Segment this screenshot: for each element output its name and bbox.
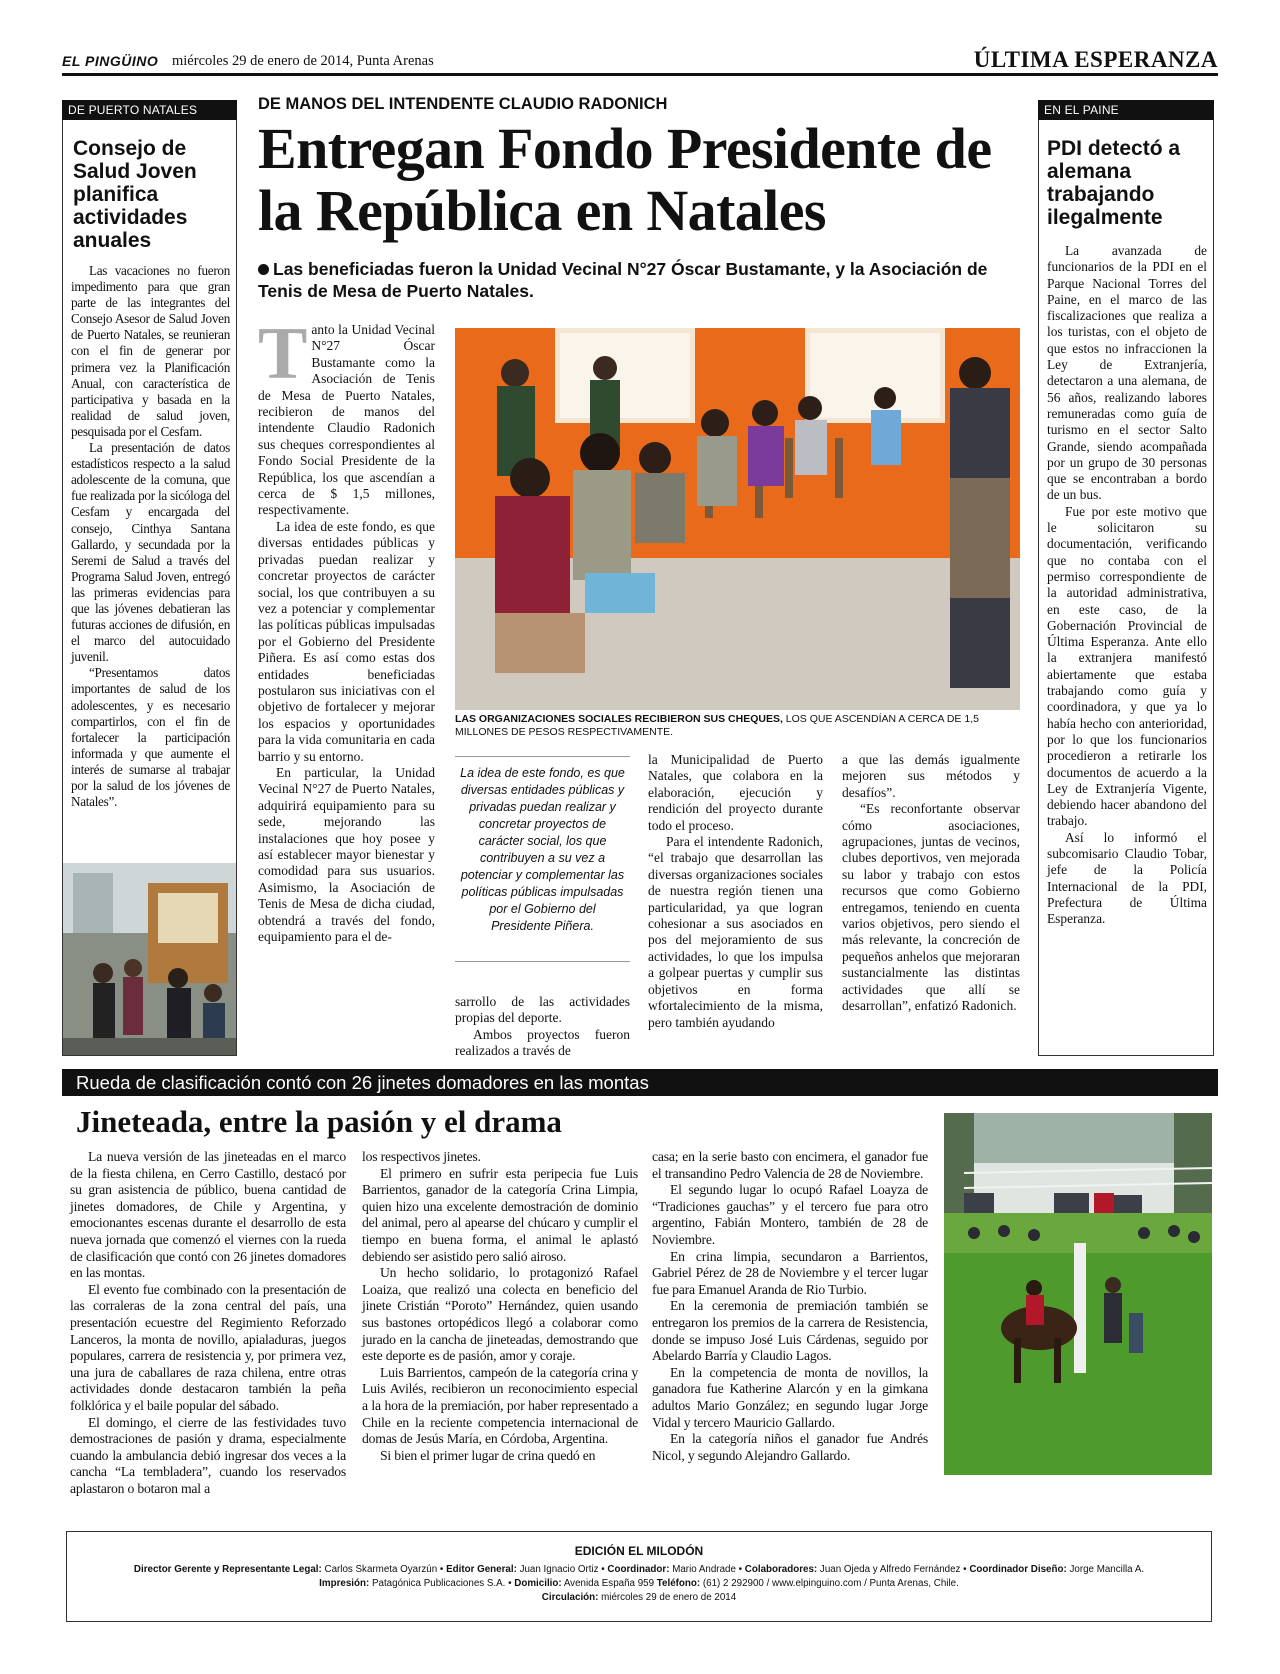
- paragraph: Un hecho solidario, lo protagonizó Rafael Loaiza, que realizó una colecta en beneficio del jinete Cristián “Poroto” Hernández, quien usando sus bastones ortopédicos llegó a colaborar como jurado en la cancha de jineteadas, demostrando que este deporte es de pasión, amor y coraje.: [362, 1265, 638, 1364]
- footer-credits-line-3: [67, 1591, 1211, 1604]
- credit-label: Coordinador:: [607, 1564, 670, 1575]
- paragraph: En particular, la Unidad Vecinal N°27 de Puerto Natales, adquirirá equipamiento para su sede, mejorando las instalaciones que hoy posee y así establecer mayor bienestar y comodidad para sus usuarios. Asimismo, la Asociación de Tenis de Mesa de dicha ciudad, obtendrá a través del fondo, equipamiento para el de-: [258, 764, 435, 945]
- main-kicker: DE MANOS DEL INTENDENTE CLAUDIO RADONICH: [258, 95, 668, 113]
- credit-label: Editor General:: [446, 1564, 517, 1575]
- main-column-2: [455, 994, 630, 1060]
- masthead: [62, 47, 1218, 76]
- main-photo: [455, 328, 1020, 710]
- caption-lead: LAS ORGANIZACIONES SOCIALES RECIBIERON SUS CHEQUES,: [455, 713, 783, 725]
- credit-value: miércoles 29 de enero de 2014: [598, 1592, 737, 1603]
- credit-label: Domicilio:: [514, 1578, 562, 1589]
- pull-quote: La idea de este fondo, es que diversas entidades públicas y privadas puedan realizar y concretar proyectos de carácter social, los que contribuyen a su vez a potenciar y complementar las políticas públicas impulsadas por el Gobierno del Presidente Piñera.: [460, 766, 625, 933]
- main-column-3: [648, 752, 823, 1031]
- paragraph: “Presentamos datos importantes de salud de los adolescentes, y es necesario compartirlos, con el fin de fortalecer la participación informada y que aumente el interés de sumarse al trabajar por la salud de los jóvenes de Natales”.: [71, 665, 230, 810]
- caption-rest: LOS QUE ASCENDÍAN A CERCA DE 1,5 MILLONES DE PESOS RESPECTIVAMENTE.: [455, 713, 979, 738]
- credits-footer: [66, 1531, 1212, 1622]
- masthead-dateline: miércoles 29 de enero de 2014, Punta Arenas: [172, 53, 434, 69]
- main-deck: [258, 258, 1023, 302]
- credit-label: Coordinador Diseño:: [969, 1564, 1067, 1575]
- deck-text: Las beneficiadas fueron la Unidad Vecinal N°27 Óscar Bustamante, y la Asociación de Tenis de Mesa de Puerto Natales.: [258, 259, 988, 301]
- paragraph: La idea de este fondo, es que diversas entidades públicas y privadas puedan realizar y concretar proyectos de carácter social, los que contribuyen a su vez a potenciar y complementar las políticas públicas impulsadas por el Gobierno del Presidente Piñera. Es así como estas dos entidades beneficiadas postularon sus iniciativas con el objetivo de fortalecer y mejorar los espacios y oportunidades para la vida comunitaria en cada barrio y su entorno.: [258, 518, 435, 764]
- section-title: ÚLTIMA ESPERANZA: [973, 47, 1218, 72]
- left-sidebar-headline: Consejo de Salud Joven planifica actividades anuales: [73, 137, 197, 252]
- credit-value: Juan Ojeda y Alfredo Fernández •: [817, 1564, 970, 1575]
- credit-value: Jorge Mancilla A.: [1066, 1564, 1145, 1575]
- paragraph: Fue por este motivo que le solicitaron su documentación, verificando que no contaba con el permiso correspondiente de la autoridad administrativa, en este caso, de la Gobernación Provincial de Última Esperanza. Ante ello la extranjera manifestó abiertamente que estaba trabajando como guía y coordinadora, y que ya lo había hecho con anterioridad, por lo que los funcionarios procedieron a retirarle los documentos de acuerdo a la Ley de Extranjería Vigente, debiendo hacer abandono del trabajo.: [1047, 503, 1207, 829]
- photo-caption: [455, 713, 1020, 739]
- right-sidebar-tag: EN EL PAINE: [1038, 100, 1214, 120]
- credit-label: Colaboradores:: [744, 1564, 818, 1575]
- paragraph: Ambos proyectos fueron realizados a través de: [455, 1026, 630, 1059]
- paragraph: En crina limpia, secundaron a Barrientos, Gabriel Pérez de 28 de Noviembre y el tercer lugar fue para Emanuel Aranda de Rio Turbio.: [652, 1248, 928, 1297]
- footer-credits-line-2: [67, 1577, 1211, 1590]
- main-column-4: [842, 752, 1020, 1015]
- paragraph: La avanzada de funcionarios de la PDI en el Parque Nacional Torres del Paine, en el marco de las fiscalizaciones que realiza a los turistas, con el objeto de que estos no infraccionen la Ley de Extranjería, detectaron a una alemana, de 56 años, realizando labores remuneradas como guía de turismo en el sector Salto Grande, siendo acompañada por un grupo de 30 personas que se encontraban a bordo de un bus.: [1047, 243, 1207, 503]
- credit-value: Avenida España 959: [561, 1578, 657, 1589]
- credit-label: Teléfono:: [656, 1578, 701, 1589]
- paragraph: El domingo, el cierre de las festividades tuvo demostraciones de pasión y drama, especialmente cuando la ambulancia debió ingresar dos veces a la cancha “La tembladera”, cuando los reservados aplastaron o botaron mal a: [70, 1414, 346, 1496]
- paragraph: casa; en la serie basto con encimera, el ganador fue el transandino Pedro Valencia de 28 de Noviembre.: [652, 1149, 928, 1181]
- left-sidebar: [62, 100, 237, 1056]
- paragraph: “Es reconfortante observar cómo asociaciones, agrupaciones, juntas de vecinos, clubes deportivos, ven mejorada su labor y trabajo con estos recursos que como Gobierno entregamos, teniendo en cuenta varios objetivos, pero siendo el más relevante, la concreción de pequeños anhelos que mejoraran sustancialmente las distintas actividades que allí se desarrollan”, enfatizó Radonich.: [842, 801, 1020, 1014]
- credit-value: Patagónica Publicaciones S.A. •: [369, 1578, 515, 1589]
- credit-label: Impresión:: [319, 1578, 370, 1589]
- right-sidebar-headline: PDI detectó a alemana trabajando ilegalmente: [1047, 137, 1181, 229]
- rodeo-headline: Jineteada, entre la pasión y el drama: [76, 1104, 562, 1139]
- credit-label: Director Gerente y Representante Legal:: [133, 1564, 322, 1575]
- main-column-1: [258, 313, 435, 945]
- credit-value: (61) 2 292900 / www.elpinguino.com / Punta Arenas, Chile.: [700, 1578, 959, 1589]
- drop-cap: T: [258, 313, 308, 395]
- paragraph: El primero en sufrir esta peripecia fue Luis Barrientos, ganador de la categoría Crina Limpia, quien hizo una excelente demostración de dominio del animal, pero al apearse del chúcaro y cumplir el tiempo en buena forma, el animal le aplastó debiendo ser asistido pero salió airoso.: [362, 1165, 638, 1264]
- rodeo-banner: [62, 1069, 1218, 1096]
- paragraph: El evento fue combinado con la presentación de las corraleras de la zona central del país, una presentación ecuestre del Regimiento Reforzado Lanceros, la monta de novillo, apialaduras, juegos populares, carrera de resistencia y, por primera vez, una jura de caballares de raza chilena, entre otras actividades donde destacaron también la peña folklórica y el baile popular del sábado.: [70, 1281, 346, 1413]
- paragraph: El segundo lugar lo ocupó Rafael Loayza de “Tradiciones gauchas” y el tercero fue para otro argentino, Fabián Montero, también de 28 de Noviembre.: [652, 1182, 928, 1247]
- paragraph: La presentación de datos estadísticos respecto a la salud adolescente de la comuna, que fue realizada por la sicóloga del Cesfam y encargada del consejo, Cinthya Santana Gallardo, y secundada por la Seremi de Salud a través del Programa Salud Joven, entregó las primeras evidencias para que las jóvenes debatieran las futuras acciones de difusión, en el marco del autocuidado juvenil.: [71, 440, 230, 665]
- rodeo-column-3: [652, 1149, 928, 1464]
- paragraph: la Municipalidad de Puerto Natales, que colabora en la elaboración, ejecución y rendición del proyecto durante todo el proceso.: [648, 752, 823, 833]
- left-sidebar-tag: DE PUERTO NATALES: [62, 100, 237, 120]
- right-sidebar-body: [1047, 243, 1207, 927]
- paragraph: los respectivos jinetes.: [362, 1149, 481, 1164]
- paragraph: anto la Unidad Vecinal N°27 Óscar Bustamante como la Asociación de Tenis de Mesa de Puerto Natales, recibieron de manos del intendente Claudio Radonich sus cheques correspondientes al Fondo Social Presidente de la República, los que ascendían a cerca de $ 1,5 millones, respectivamente.: [258, 322, 435, 518]
- paragraph: Las vacaciones no fueron impedimento para que gran parte de las integrantes del Consejo Asesor de Salud Joven de Puerto Natales, se reunieran con el fin de generar por primera vez la Planificación Anual, con característica de participativa y basada en la realidad de salud joven, pesquisada por el Cesfam.: [71, 263, 230, 439]
- masthead-logo: EL PINGÜINO: [62, 53, 159, 69]
- bullet-icon: [258, 264, 269, 275]
- left-sidebar-photo: [63, 863, 236, 1055]
- main-headline: Entregan Fondo Presidente de la República en Natales: [258, 116, 992, 243]
- paragraph: sarrollo de las actividades propias del deporte.: [455, 994, 630, 1026]
- paragraph: Para el intendente Radonich, “el trabajo que desarrollan las diversas organizaciones sociales de nuestra región tienen una particularidad, ya que logran cohesionar a sus asociados en pos del mejoramiento de sus actividades, lo que los impulsa a golpear puertas y cumplir sus objetivos en forma wfortalecimiento de la misma, pero también ayudando: [648, 834, 823, 1030]
- paragraph: Así lo informó el subcomisario Claudio Tobar, jefe de la Policía Internacional de la PDI, Prefectura de Última Esperanza.: [1047, 829, 1207, 927]
- paragraph: En la competencia de monta de novillos, la ganadora fue Katherine Alarcón y en la gimkana adultos Mario González; en segundo lugar Jorge Vidal y tercero Mauricio Gallardo.: [652, 1364, 928, 1430]
- rodeo-column-1: [70, 1149, 346, 1497]
- paragraph: a que las demás igualmente mejoren sus métodos y desafíos”.: [842, 752, 1020, 800]
- paragraph: Si bien el primer lugar de crina quedó en: [380, 1447, 596, 1463]
- pull-quote-box: [455, 756, 630, 962]
- credit-value: Mario Andrade •: [669, 1564, 745, 1575]
- paragraph: La nueva versión de las jineteadas en el marco de la fiesta chilena, en Cerro Castillo, destacó por su gran asistencia de público, buena cantidad de jinetes domadores, de Chile y Argentina, y emocionantes escenas durante el desarrollo de esta nueva jornada que comenzó el viernes con la rueda de clasificación que contó con 26 jinetes domadores en las montas.: [70, 1149, 346, 1281]
- footer-credits-line-1: [67, 1563, 1211, 1576]
- credit-value: Carlos Skarmeta Oyarzún •: [321, 1564, 447, 1575]
- paragraph: En la categoría niños el ganador fue Andrés Nicol, y segundo Alejandro Gallardo.: [652, 1431, 928, 1463]
- rodeo-banner-text: Rueda de clasificación contó con 26 jinetes domadores en las montas: [76, 1072, 649, 1093]
- right-sidebar: [1038, 100, 1214, 1056]
- paragraph: En la ceremonia de premiación también se entregaron los premios de la carrera de Resistencia, donde se impuso José Luis Cárdenas, seguido por Abelardo Barría y Claudio Lagos.: [652, 1298, 928, 1364]
- credit-value: Juan Ignacio Ortiz •: [516, 1564, 608, 1575]
- rodeo-column-2: [362, 1149, 638, 1464]
- left-sidebar-body: [71, 263, 230, 810]
- paragraph: Luis Barrientos, campeón de la categoría crina y Luis Avilés, recibieron un reconocimiento especial a la hora de la premiación, por haber representado a Chile en la reciente competencia internacional de domas de Jesús María, en Córdoba, Argentina.: [362, 1364, 638, 1447]
- credit-label: Circulación:: [541, 1592, 599, 1603]
- footer-title: EDICIÓN EL MILODÓN: [574, 1544, 704, 1558]
- rodeo-photo: [944, 1113, 1212, 1475]
